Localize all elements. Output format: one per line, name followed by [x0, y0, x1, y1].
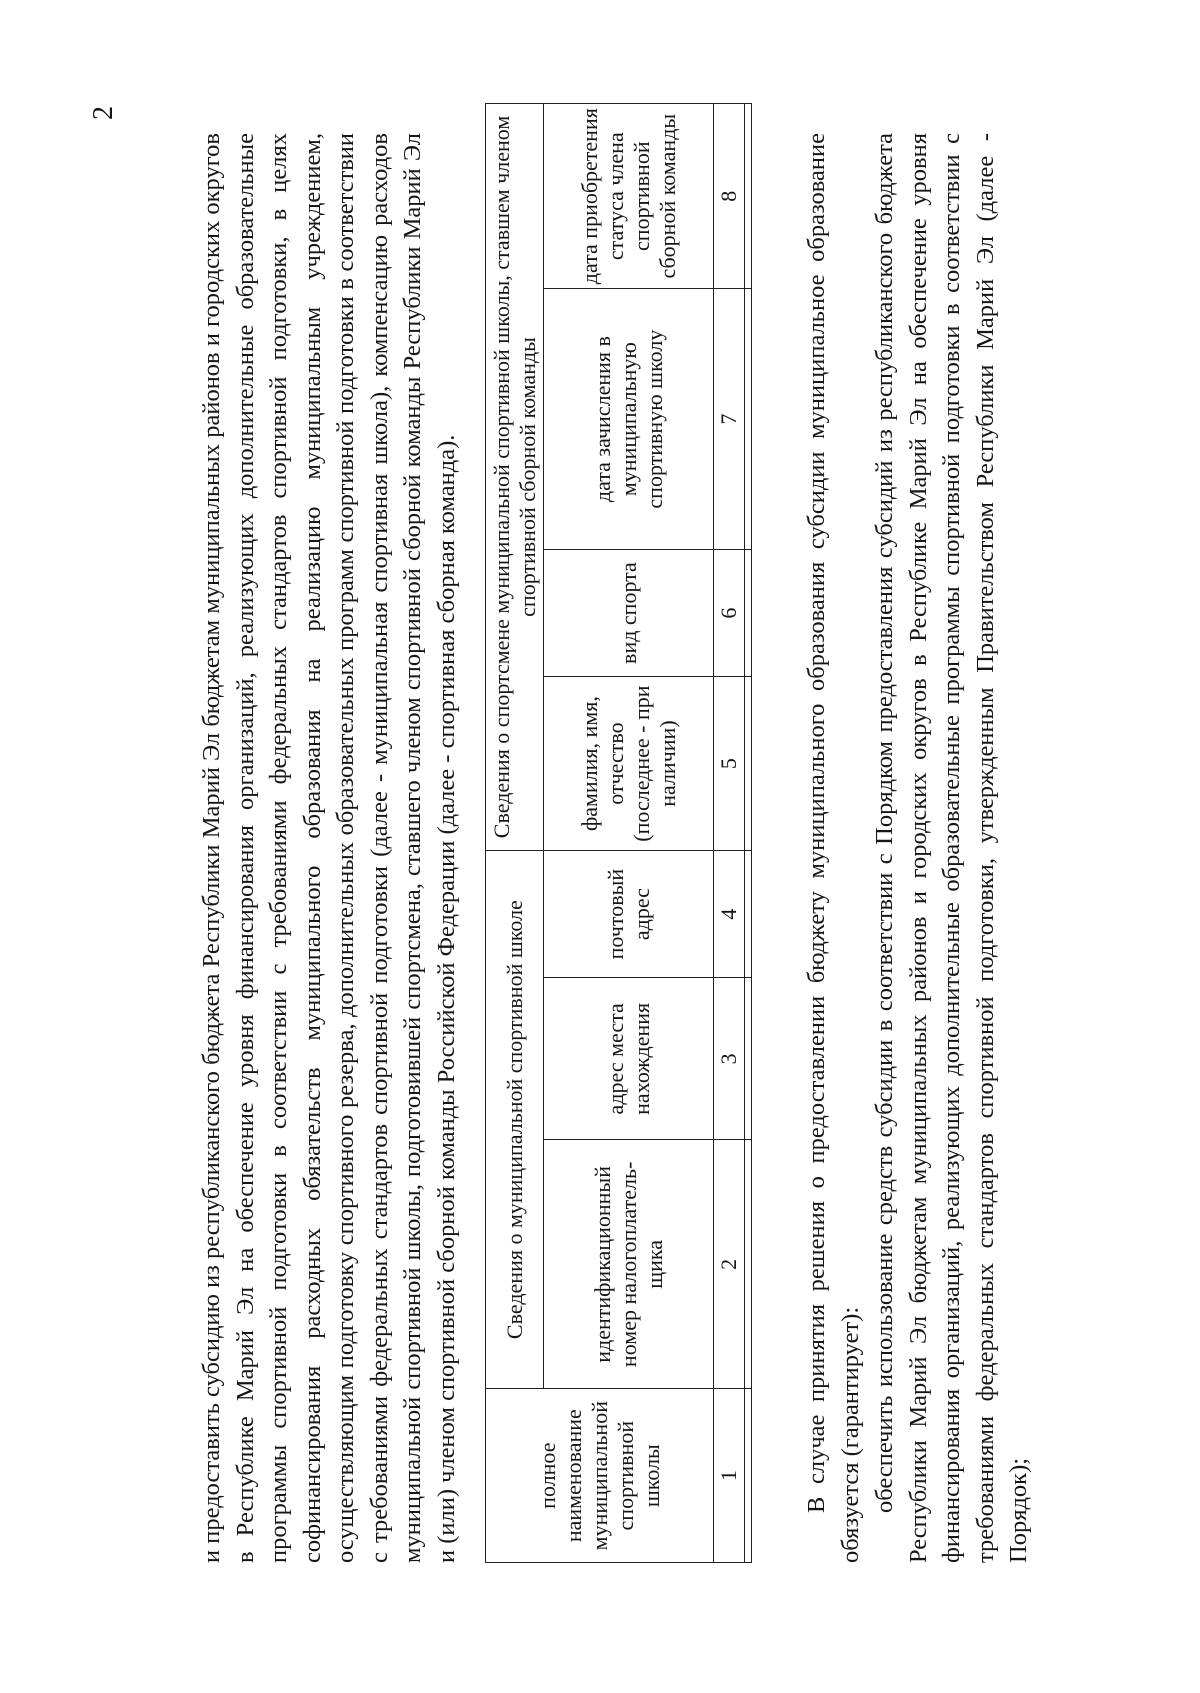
header-athlete-name: фамилия, имя, отчество (последнее - при наличии): [544, 677, 714, 851]
header-inn: идентификационный номер налогоплатель-щика: [544, 1140, 714, 1389]
table-cell: [745, 289, 752, 550]
header-group-athlete: Сведения о спортсмене муниципальной спортивной школы, ставшем членом спортивной сборной команды: [486, 104, 544, 851]
header-enrollment-date: дата зачисления в муниципальную спортивную школу: [544, 289, 714, 550]
header-sport-type: вид спорта: [544, 549, 714, 676]
column-number: 1: [714, 1389, 745, 1563]
table-empty-row: [745, 104, 752, 1563]
table-numbering-row: [714, 104, 745, 1563]
column-number: 7: [714, 289, 745, 550]
table-cell: [745, 104, 752, 289]
table-cell: [745, 978, 752, 1140]
decision-paragraph: В случае принятия решения о предоставлении бюджету муниципального образования субсидии муниципальное образование обязуется (гарантирует):: [803, 133, 864, 1563]
column-number: 4: [714, 850, 745, 977]
column-number: 2: [714, 1140, 745, 1389]
column-number: 8: [714, 104, 745, 289]
school-info-table: [485, 103, 752, 1563]
header-location-address: адрес места нахождения: [544, 978, 714, 1140]
table-cell: [745, 549, 752, 676]
obligation-paragraph: обеспечить использование средств субсидии в соответствии с Порядком предоставления субсидий из республиканского бюджета Республики Марий Эл бюджетам муниципальных районов и городских округов в Республике Марий Эл на обеспечение уровня финансирования организаций, реализующих дополнительные образовательные программы спортивной подготовки в соответствии с требованиями федеральных стандартов спортивной подготовки, утвержденным Правительством Республики Марий Эл (далее - Порядок);: [871, 133, 1032, 1563]
table-cell: [745, 1389, 752, 1563]
table-cell: [745, 677, 752, 851]
document-sheet: [0, 93, 1120, 1693]
header-full-name: полное наименование муниципальной спортивной школы: [486, 1389, 714, 1563]
header-group-school: Сведения о муниципальной спортивной школе: [486, 850, 544, 1388]
table-cell: [745, 1140, 752, 1389]
page-number: 2: [88, 106, 119, 120]
table-subheader-row: [544, 104, 714, 1563]
header-team-status-date: дата приобретения статуса члена спортивной сборной команды: [544, 104, 714, 289]
column-number: 6: [714, 549, 745, 676]
column-number: 3: [714, 978, 745, 1140]
table-cell: [745, 850, 752, 977]
intro-paragraph: и предоставить субсидию из республиканского бюджета Республики Марий Эл бюджетам муниципальных районов и городских округов в Республике Марий Эл на обеспечение уровня финансирования организаций, реализующих дополнительные образовательные программы спортивной подготовки в соответствии с требованиями федеральных стандартов спортивной подготовки, в целях софинансирования расходных обязательств муниципального образования на реализацию муниципальным учреждением, осуществляющим подготовку спортивного резерва, дополнительных образовательных программ спортивной подготовки в соответствии с требованиями федеральных стандартов спортивной подготовки (далее - муниципальная спортивная школа), компенсацию расходов муниципальной спортивной школы, подготовившей спортсмена, ставшего членом спортивной сборной команды Республики Марий Эл и (или) членом спортивной сборной команды Российской Федерации (далее - спортивная сборная команда).: [198, 133, 460, 1563]
table-header-row: [486, 104, 544, 1563]
header-postal-address: почтовый адрес: [544, 850, 714, 977]
column-number: 5: [714, 677, 745, 851]
